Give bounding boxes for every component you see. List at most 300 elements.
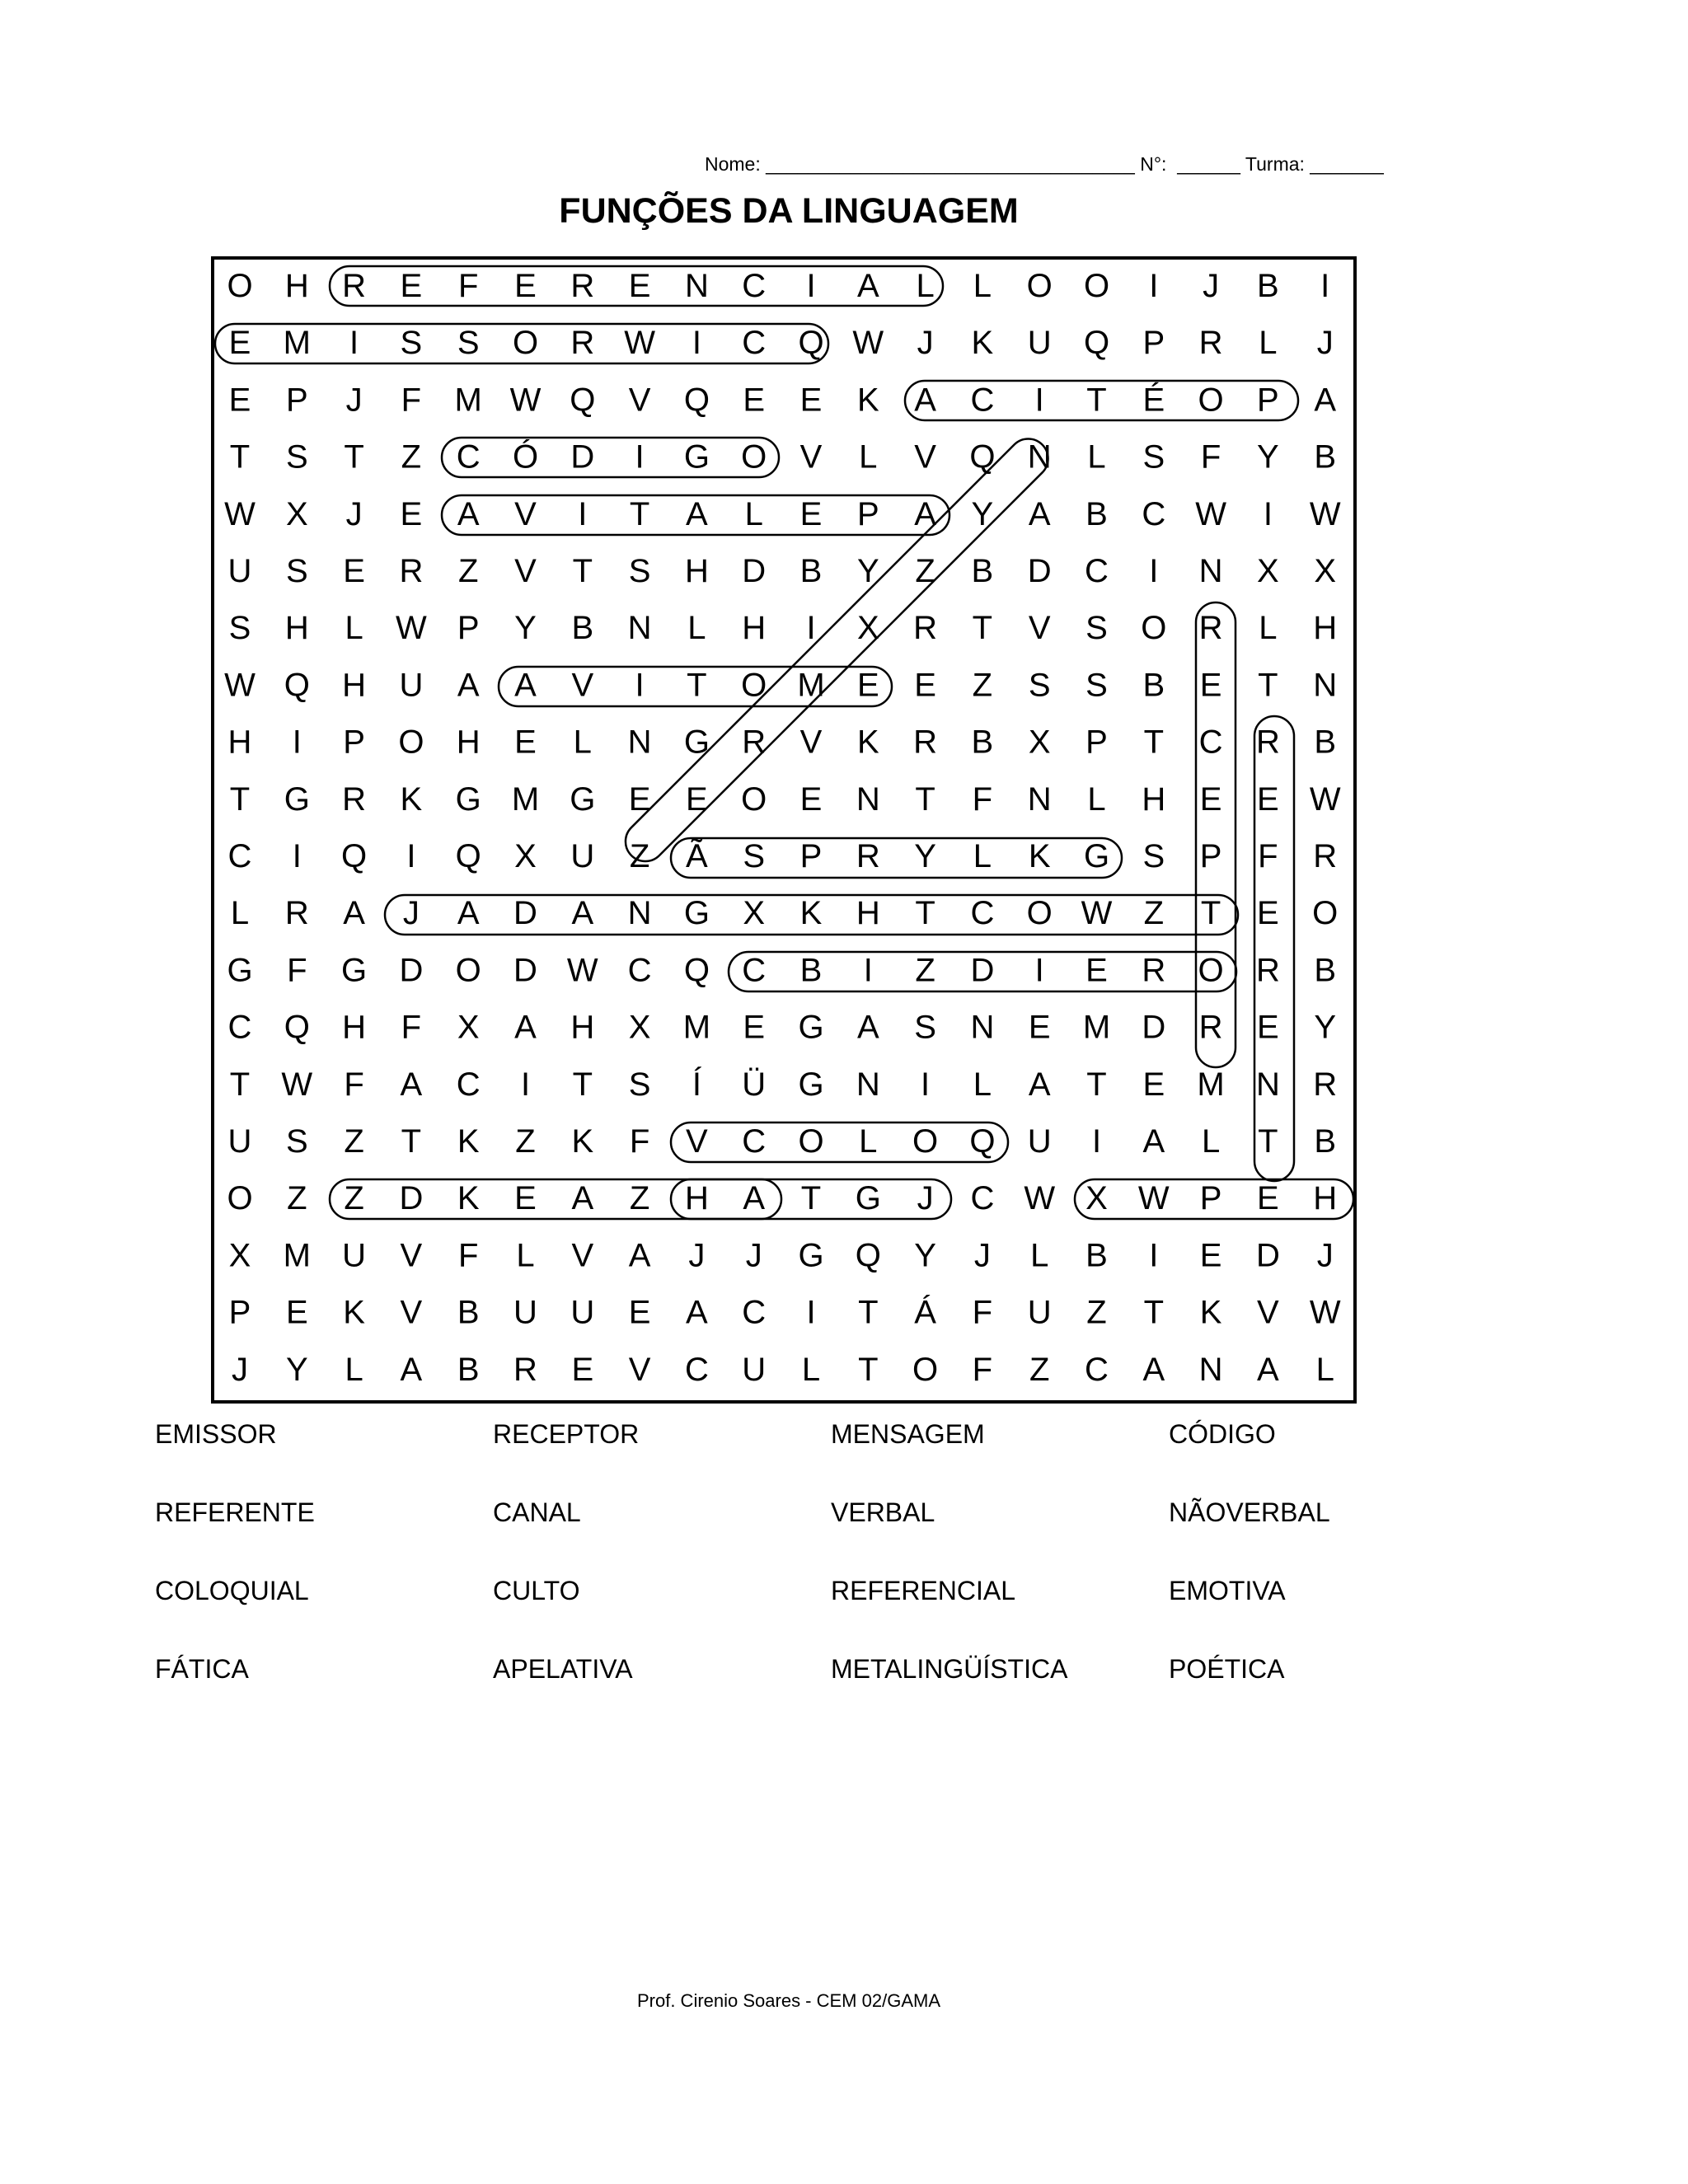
- outline-codigo: [442, 438, 779, 477]
- grid-letter: O: [1198, 382, 1224, 419]
- grid-letter: V: [628, 1351, 651, 1388]
- grid-letter: Z: [515, 1123, 536, 1160]
- grid-letter: O: [512, 325, 539, 362]
- grid-letter: W: [281, 1066, 313, 1103]
- grid-letter: B: [1314, 952, 1337, 989]
- grid-letter: Q: [1083, 325, 1110, 362]
- grid-letter: A: [514, 1009, 537, 1046]
- grid-letter: J: [917, 1180, 934, 1217]
- grid-letter: Í: [692, 1066, 701, 1103]
- grid-letter: L: [744, 495, 763, 532]
- grid-letter: R: [913, 724, 938, 761]
- grid-letter: I: [635, 438, 645, 476]
- grid-letter: J: [973, 1237, 991, 1274]
- grid-letter: F: [457, 268, 479, 304]
- grid-letter: D: [970, 952, 995, 989]
- grid-letter: Q: [683, 382, 710, 419]
- grid-letter: G: [570, 780, 596, 818]
- grid-letter: C: [227, 1009, 252, 1046]
- footer-credit: Prof. Cirenio Soares - CEM 02/GAMA: [636, 1990, 940, 2011]
- grid-letter: R: [913, 610, 938, 647]
- grid-letter: R: [1255, 952, 1280, 989]
- grid-letter: L: [973, 268, 992, 304]
- grid-letter: Q: [683, 952, 710, 989]
- grid-letter: N: [627, 610, 652, 647]
- grid-letter: T: [1086, 1066, 1107, 1103]
- grid-letter: N: [627, 724, 652, 761]
- grid-letter: O: [227, 1180, 253, 1217]
- grid-letter: M: [283, 1237, 311, 1274]
- grid-letter: C: [1085, 1351, 1109, 1388]
- grid-letter: B: [799, 553, 823, 589]
- grid-letter: L: [1087, 780, 1106, 818]
- grid-letter: K: [856, 724, 879, 761]
- grid-letter: I: [1034, 952, 1044, 989]
- grid-letter: Z: [344, 1180, 364, 1217]
- grid-letter: Z: [972, 667, 993, 704]
- grid-letter: U: [1027, 1294, 1052, 1331]
- grid-letter: N: [684, 268, 709, 304]
- grid-letter: E: [1257, 1180, 1279, 1217]
- grid-letter: C: [742, 952, 767, 989]
- grid-letter: A: [400, 1066, 423, 1103]
- grid-letter: Z: [344, 1123, 364, 1160]
- grid-letter: T: [800, 1180, 822, 1217]
- grid-letter: T: [1258, 1123, 1278, 1160]
- grid-letter: Q: [855, 1237, 881, 1274]
- grid-letter: L: [1259, 325, 1278, 362]
- grid-letter: U: [742, 1351, 767, 1388]
- grid-letter: Z: [629, 838, 650, 874]
- grid-letter: O: [1141, 610, 1167, 647]
- grid-letter: E: [1028, 1009, 1051, 1046]
- grid-letter: E: [1257, 1009, 1279, 1046]
- grid-letter: E: [228, 325, 251, 362]
- grid-letter: T: [1143, 724, 1165, 761]
- grid-letter: A: [1142, 1351, 1165, 1388]
- grid-letter: J: [917, 325, 934, 362]
- grid-letter: J: [688, 1237, 706, 1274]
- grid-letter: G: [798, 1066, 824, 1103]
- grid-letter: I: [578, 495, 588, 532]
- grid-letter: R: [856, 838, 880, 874]
- grid-letter: D: [1255, 1237, 1280, 1274]
- grid-letter: S: [1085, 610, 1108, 647]
- grid-letter: Y: [1257, 438, 1279, 476]
- grid-letter: I: [292, 838, 302, 874]
- grid-letter: H: [284, 268, 309, 304]
- outline-verbal: [330, 1179, 781, 1219]
- grid-letter: I: [692, 325, 701, 362]
- grid-letter: N: [627, 895, 652, 932]
- grid-letter: M: [283, 325, 311, 362]
- grid-letter: T: [572, 553, 593, 589]
- grid-letter: Y: [914, 838, 936, 874]
- grid-letter: C: [684, 1351, 709, 1388]
- grid-letter: E: [1199, 780, 1222, 818]
- grid-letter: K: [457, 1180, 480, 1217]
- grid-letter: U: [513, 1294, 537, 1331]
- grid-letter: U: [342, 1237, 367, 1274]
- grid-letter: Ó: [512, 438, 539, 476]
- grid-letter: E: [1199, 667, 1222, 704]
- grid-letter: S: [285, 438, 308, 476]
- word-list-item: REFERENTE: [155, 1497, 315, 1527]
- grid-letter: E: [228, 382, 251, 419]
- grid-letter: I: [806, 268, 816, 304]
- grid-letter: G: [855, 1180, 881, 1217]
- grid-letter: B: [971, 724, 994, 761]
- grid-letter: F: [629, 1123, 650, 1160]
- word-list-item: FÁTICA: [155, 1654, 249, 1684]
- grid-letter: K: [343, 1294, 365, 1331]
- grid-letter: C: [970, 895, 995, 932]
- grid-letter: A: [628, 1237, 651, 1274]
- grid-letter: A: [743, 1180, 766, 1217]
- grid-letter: U: [1027, 325, 1052, 362]
- grid-letter: G: [798, 1009, 824, 1046]
- grid-letter: E: [343, 553, 365, 589]
- grid-letter: S: [743, 838, 766, 874]
- grid-letter: I: [1034, 382, 1044, 419]
- grid-letter: J: [232, 1351, 248, 1388]
- grid-letter: B: [1085, 1237, 1108, 1274]
- grid-letter: R: [1255, 724, 1280, 761]
- grid-letter: W: [224, 667, 256, 704]
- grid-letter: W: [1024, 1180, 1056, 1217]
- found-word-outlines: [215, 266, 1353, 1219]
- grid-letter: O: [912, 1351, 939, 1388]
- grid-letter: Q: [969, 438, 996, 476]
- grid-letter: E: [628, 780, 651, 818]
- grid-letter: H: [570, 1009, 595, 1046]
- grid-letter: I: [292, 724, 302, 761]
- word-search-grid: [211, 256, 1357, 1404]
- grid-letter: C: [970, 1180, 995, 1217]
- grid-letter: J: [1316, 325, 1334, 362]
- grid-letter: G: [1083, 838, 1110, 874]
- page-title: FUNÇÕES DA LINGUAGEM: [559, 191, 1019, 231]
- grid-letter: K: [1199, 1294, 1222, 1331]
- grid-letter: Q: [284, 667, 310, 704]
- grid-letter: E: [914, 667, 936, 704]
- grid-letter: R: [570, 325, 595, 362]
- grid-letter: Q: [969, 1123, 996, 1160]
- grid-letter: V: [914, 438, 936, 476]
- grid-letter: F: [972, 1351, 993, 1388]
- grid-letter: Z: [629, 1180, 650, 1217]
- grid-letter: D: [513, 895, 537, 932]
- grid-letter: E: [856, 667, 879, 704]
- grid-letter: V: [400, 1237, 423, 1274]
- grid-letter: S: [285, 553, 308, 589]
- grid-letter: K: [457, 1123, 480, 1160]
- grid-letter: L: [1315, 1351, 1334, 1388]
- grid-letter: E: [1142, 1066, 1165, 1103]
- grid-letter: T: [229, 438, 251, 476]
- grid-letter: D: [399, 1180, 424, 1217]
- grid-letter: Á: [914, 1294, 936, 1331]
- grid-letter: O: [1083, 268, 1110, 304]
- grid-letter: L: [1259, 610, 1278, 647]
- grid-letter: X: [1085, 1180, 1108, 1217]
- word-list-item: APELATIVA: [493, 1654, 633, 1684]
- grid-letter: O: [1312, 895, 1339, 932]
- grid-letter: I: [406, 838, 416, 874]
- grid-letter: G: [227, 952, 253, 989]
- grid-letter: S: [285, 1123, 308, 1160]
- grid-letter: A: [457, 495, 480, 532]
- grid-letter: W: [1309, 1294, 1341, 1331]
- grid-letter: W: [624, 325, 655, 362]
- grid-letter: A: [686, 1294, 708, 1331]
- grid-letter: W: [1195, 495, 1226, 532]
- grid-letter: T: [915, 895, 935, 932]
- word-list-item: RECEPTOR: [493, 1419, 640, 1449]
- grid-letter: S: [1085, 667, 1108, 704]
- grid-letter: E: [686, 780, 708, 818]
- grid-letter: A: [1257, 1351, 1279, 1388]
- grid-letter: A: [856, 268, 879, 304]
- grid-letter: K: [971, 325, 994, 362]
- grid-letter: R: [284, 895, 309, 932]
- grid-letter: E: [285, 1294, 308, 1331]
- word-list-item: VERBAL: [831, 1497, 935, 1527]
- grid-letter: Z: [1086, 1294, 1107, 1331]
- grid-letter: R: [742, 724, 767, 761]
- grid-letter: C: [456, 438, 481, 476]
- word-list-item: COLOQUIAL: [155, 1576, 309, 1605]
- grid-letter: I: [1091, 1123, 1102, 1160]
- grid-letter: H: [1142, 780, 1166, 818]
- grid-letter: E: [1257, 895, 1279, 932]
- grid-letter: B: [1314, 724, 1337, 761]
- grid-letter: O: [1026, 895, 1053, 932]
- grid-letter: U: [227, 1123, 252, 1160]
- grid-letter: I: [806, 610, 816, 647]
- grid-letter: X: [514, 838, 537, 874]
- word-list-item: EMOTIVA: [1169, 1576, 1286, 1605]
- grid-letter: A: [1314, 382, 1337, 419]
- grid-letter: T: [401, 1123, 422, 1160]
- grid-letter: F: [344, 1066, 364, 1103]
- grid-letter: R: [342, 268, 367, 304]
- grid-letter: W: [509, 382, 542, 419]
- grid-letter: L: [345, 1351, 363, 1388]
- grid-letter: U: [1027, 1123, 1052, 1160]
- grid-letter: Y: [514, 610, 537, 647]
- grid-letter: C: [627, 952, 652, 989]
- grid-letter: F: [1258, 838, 1278, 874]
- grid-letter: M: [1197, 1066, 1225, 1103]
- word-list-item: REFERENCIAL: [831, 1576, 1016, 1605]
- grid-letter: Y: [914, 1237, 936, 1274]
- word-list-item: CÓDIGO: [1169, 1419, 1276, 1449]
- grid-letter: E: [743, 1009, 766, 1046]
- grid-letter: M: [511, 780, 540, 818]
- grid-letter: T: [915, 780, 935, 818]
- grid-letter: N: [856, 780, 880, 818]
- grid-letter: E: [799, 495, 823, 532]
- grid-letter: I: [635, 667, 645, 704]
- grid-letter: F: [1200, 438, 1221, 476]
- grid-letter: Z: [1143, 895, 1165, 932]
- grid-letter: A: [571, 1180, 594, 1217]
- grid-letter: O: [1026, 268, 1053, 304]
- grid-letter: L: [687, 610, 706, 647]
- grid-letter: R: [1142, 952, 1166, 989]
- grid-letter: B: [1257, 268, 1279, 304]
- grid-letter: O: [1198, 952, 1224, 989]
- grid-letter: R: [399, 553, 424, 589]
- grid-letter: P: [1199, 838, 1222, 874]
- word-list-item: POÉTICA: [1169, 1654, 1285, 1684]
- grid-letter: I: [921, 1066, 931, 1103]
- grid-letter: W: [396, 610, 427, 647]
- grid-letter: E: [799, 780, 823, 818]
- grid-letter: M: [1082, 1009, 1111, 1046]
- grid-letter: I: [1320, 268, 1330, 304]
- grid-letter: É: [1142, 382, 1165, 419]
- grid-letter: A: [1142, 1123, 1165, 1160]
- grid-letter: G: [341, 952, 368, 989]
- grid-letter: A: [343, 895, 365, 932]
- grid-letter: C: [742, 1294, 767, 1331]
- grid-letter: Y: [285, 1351, 308, 1388]
- grid-letter: T: [858, 1294, 879, 1331]
- grid-letter: F: [972, 1294, 993, 1331]
- grid-letter: J: [1316, 1237, 1334, 1274]
- grid-letter: O: [398, 724, 424, 761]
- grid-letter: W: [852, 325, 884, 362]
- outline-mensagem: [671, 838, 1122, 878]
- grid-letter: C: [742, 1123, 767, 1160]
- grid-letter: O: [798, 1123, 824, 1160]
- grid-letter: F: [972, 780, 993, 818]
- grid-letter: L: [345, 610, 363, 647]
- grid-letter: B: [971, 553, 994, 589]
- grid-letter: U: [570, 838, 595, 874]
- grid-letter: O: [455, 952, 481, 989]
- grid-letter: B: [1314, 438, 1337, 476]
- grid-letter: I: [1263, 495, 1273, 532]
- grid-letter: O: [912, 1123, 939, 1160]
- grid-letter: F: [457, 1237, 479, 1274]
- grid-letter: A: [457, 895, 480, 932]
- grid-letter: L: [1030, 1237, 1049, 1274]
- grid-letter: T: [1086, 382, 1107, 419]
- grid-letter: E: [514, 724, 537, 761]
- grid-letter: S: [228, 610, 251, 647]
- grid-letter: L: [973, 1066, 992, 1103]
- grid-letter: C: [742, 325, 767, 362]
- grid-border: [213, 258, 1355, 1402]
- grid-letter: N: [970, 1009, 995, 1046]
- grid-letter: E: [400, 268, 423, 304]
- grid-letter: T: [972, 610, 993, 647]
- grid-letter: C: [227, 838, 252, 874]
- grid-letter: U: [227, 553, 252, 589]
- grid-letter: W: [1309, 495, 1341, 532]
- grid-letter: V: [400, 1294, 423, 1331]
- grid-letter: P: [457, 610, 480, 647]
- grid-letter: T: [572, 1066, 593, 1103]
- word-list-item: CULTO: [493, 1576, 580, 1605]
- grid-letter: Z: [915, 553, 935, 589]
- grid-letter: Ã: [686, 838, 708, 874]
- grid-letter: Q: [341, 838, 368, 874]
- grid-letter: F: [401, 382, 422, 419]
- grid-letter: L: [230, 895, 250, 932]
- grid-letter: W: [1309, 780, 1341, 818]
- grid-letter: T: [229, 780, 251, 818]
- grid-letter: V: [571, 667, 594, 704]
- grid-letter: H: [684, 553, 709, 589]
- grid-letter: I: [863, 952, 873, 989]
- grid-letter: G: [683, 895, 710, 932]
- grid-letter: J: [402, 895, 420, 932]
- grid-letter: P: [343, 724, 365, 761]
- grid-letter: E: [743, 382, 766, 419]
- grid-letter: N: [1198, 553, 1223, 589]
- grid-letter: W: [566, 952, 598, 989]
- grid-letter: D: [1027, 553, 1052, 589]
- grid-letter: Z: [401, 438, 422, 476]
- grid-letter: L: [1087, 438, 1106, 476]
- grid-letter: V: [571, 1237, 594, 1274]
- grid-letter: H: [1313, 1180, 1338, 1217]
- grid-letter: R: [570, 268, 595, 304]
- grid-letter: P: [856, 495, 879, 532]
- grid-letter: R: [1198, 610, 1223, 647]
- grid-letter: E: [628, 1294, 651, 1331]
- grid-letter: Y: [971, 495, 994, 532]
- grid-letter: X: [457, 1009, 480, 1046]
- grid-letter: T: [344, 438, 364, 476]
- word-list-item: CANAL: [493, 1497, 581, 1527]
- grid-letter: L: [916, 268, 935, 304]
- grid-letter: B: [1142, 667, 1165, 704]
- grid-letter: Z: [1029, 1351, 1050, 1388]
- grid-letter: L: [1201, 1123, 1221, 1160]
- grid-letter: T: [629, 495, 650, 532]
- grid-letter: J: [745, 1237, 762, 1274]
- grid-letter: B: [1085, 495, 1108, 532]
- grid-letter: T: [1200, 895, 1221, 932]
- grid-letter: C: [456, 1066, 481, 1103]
- outline-fatica: [671, 1122, 1008, 1162]
- grid-letter: N: [1027, 780, 1052, 818]
- grid-letter: V: [799, 438, 823, 476]
- grid-letter: W: [224, 495, 256, 532]
- grid-letter: X: [1257, 553, 1279, 589]
- grid-letter: Z: [915, 952, 935, 989]
- grid-letter: S: [1142, 438, 1165, 476]
- grid-letter: V: [514, 495, 537, 532]
- grid-letter: H: [1313, 610, 1338, 647]
- grid-letter: D: [399, 952, 424, 989]
- grid-letter: N: [1313, 667, 1338, 704]
- grid-letter: X: [743, 895, 766, 932]
- grid-letter: V: [628, 382, 651, 419]
- grid-letter: X: [228, 1237, 251, 1274]
- grid-letter: S: [400, 325, 423, 362]
- word-list-item: NÃOVERBAL: [1169, 1497, 1330, 1527]
- grid-letter: F: [287, 952, 307, 989]
- student-info-line: Nome: ___________________________________ N°: ______ Turma: _______: [705, 153, 1384, 175]
- grid-letter: C: [970, 382, 995, 419]
- grid-letter: D: [742, 553, 767, 589]
